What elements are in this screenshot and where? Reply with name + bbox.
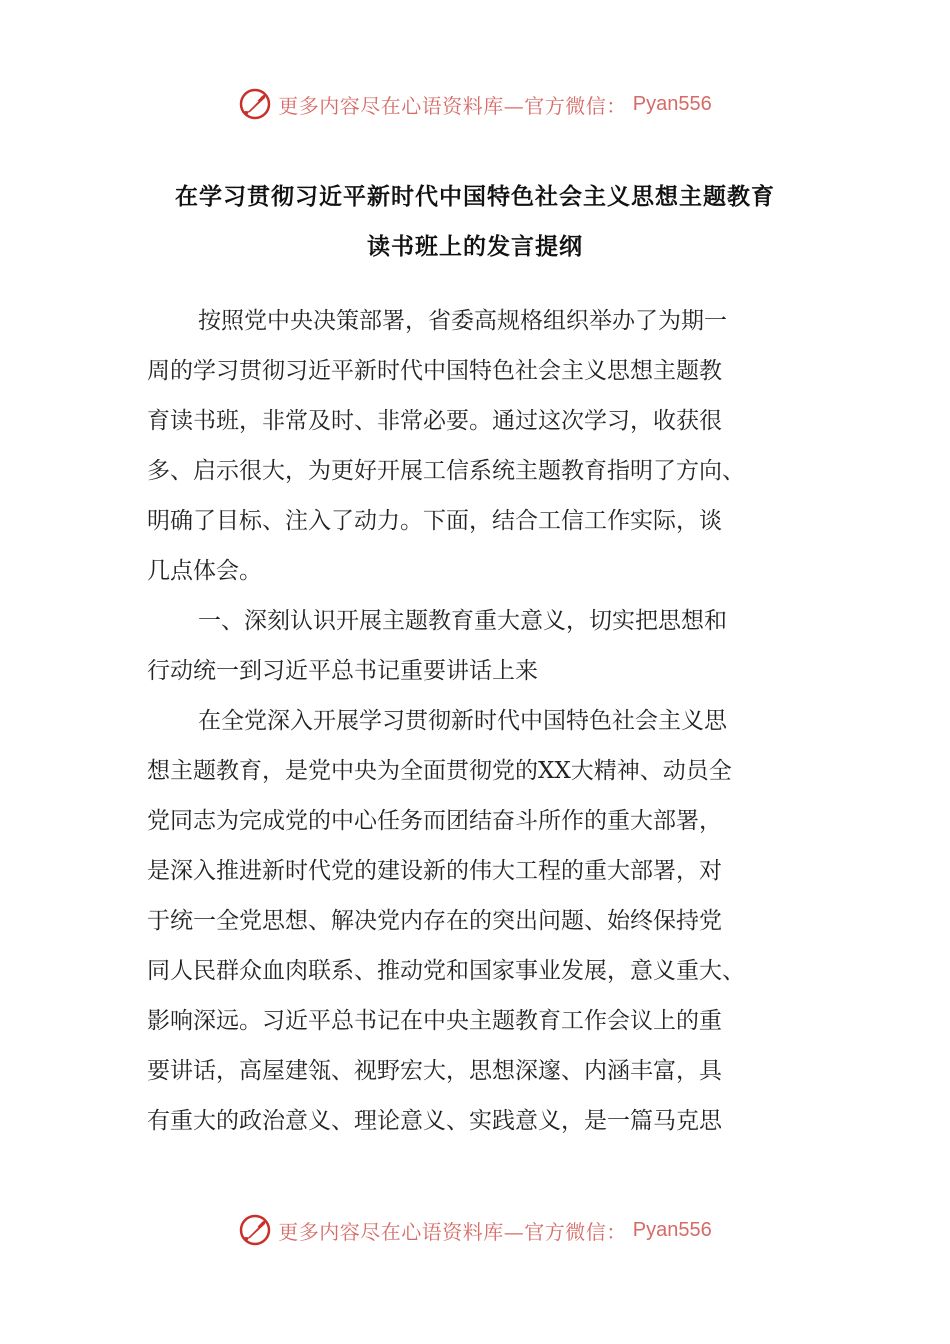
document-title-line-1: 在学习贯彻习近平新时代中国特色社会主义思想主题教育 <box>175 184 775 210</box>
watermark-text: 更多内容尽在心语资料库—官方微信： <box>278 1219 627 1244</box>
body-line: 明确了目标、注入了动力。下面，结合工信工作实际，谈 <box>147 508 722 534</box>
body-line: 按照党中央决策部署，省委高规格组织举办了为期一 <box>198 308 727 334</box>
body-line: 于统一全党思想、解决党内存在的突出问题、始终保持党 <box>147 908 722 934</box>
body-line: 几点体会。 <box>147 558 262 584</box>
body-line: 同人民群众血肉联系、推动党和国家事业发展，意义重大、 <box>147 958 745 984</box>
footer-watermark <box>0 1208 950 1252</box>
body-line: 在全党深入开展学习贯彻新时代中国特色社会主义思 <box>198 708 727 734</box>
wechat-id: Pyan556 <box>632 1218 712 1241</box>
body-line: 影响深远。习近平总书记在中央主题教育工作会议上的重 <box>147 1008 722 1034</box>
wechat-id: Pyan556 <box>632 92 712 115</box>
body-line: 育读书班，非常及时、非常必要。通过这次学习，收获很 <box>147 408 722 434</box>
body-line: 周的学习贯彻习近平新时代中国特色社会主义思想主题教 <box>147 358 722 384</box>
quill-pen-logo-icon <box>238 1213 272 1247</box>
body-line: 有重大的政治意义、理论意义、实践意义，是一篇马克思 <box>147 1108 722 1134</box>
body-line: 党同志为完成党的中心任务而团结奋斗所作的重大部署， <box>147 808 722 834</box>
document-title-line-2: 读书班上的发言提纲 <box>367 234 583 260</box>
section-heading-line: 一、深刻认识开展主题教育重大意义，切实把思想和 <box>198 608 727 634</box>
body-line: 想主题教育，是党中央为全面贯彻党的XX大精神、动员全 <box>147 758 732 784</box>
body-line: 要讲话，高屋建瓴、视野宏大，思想深邃、内涵丰富，具 <box>147 1058 722 1084</box>
header-watermark <box>0 82 950 126</box>
quill-pen-logo-icon <box>238 87 272 121</box>
body-line: 多、启示很大，为更好开展工信系统主题教育指明了方向、 <box>147 458 745 484</box>
body-line: 是深入推进新时代党的建设新的伟大工程的重大部署，对 <box>147 858 722 884</box>
section-heading-line: 行动统一到习近平总书记重要讲话上来 <box>147 658 538 684</box>
watermark-text: 更多内容尽在心语资料库—官方微信： <box>278 93 627 118</box>
